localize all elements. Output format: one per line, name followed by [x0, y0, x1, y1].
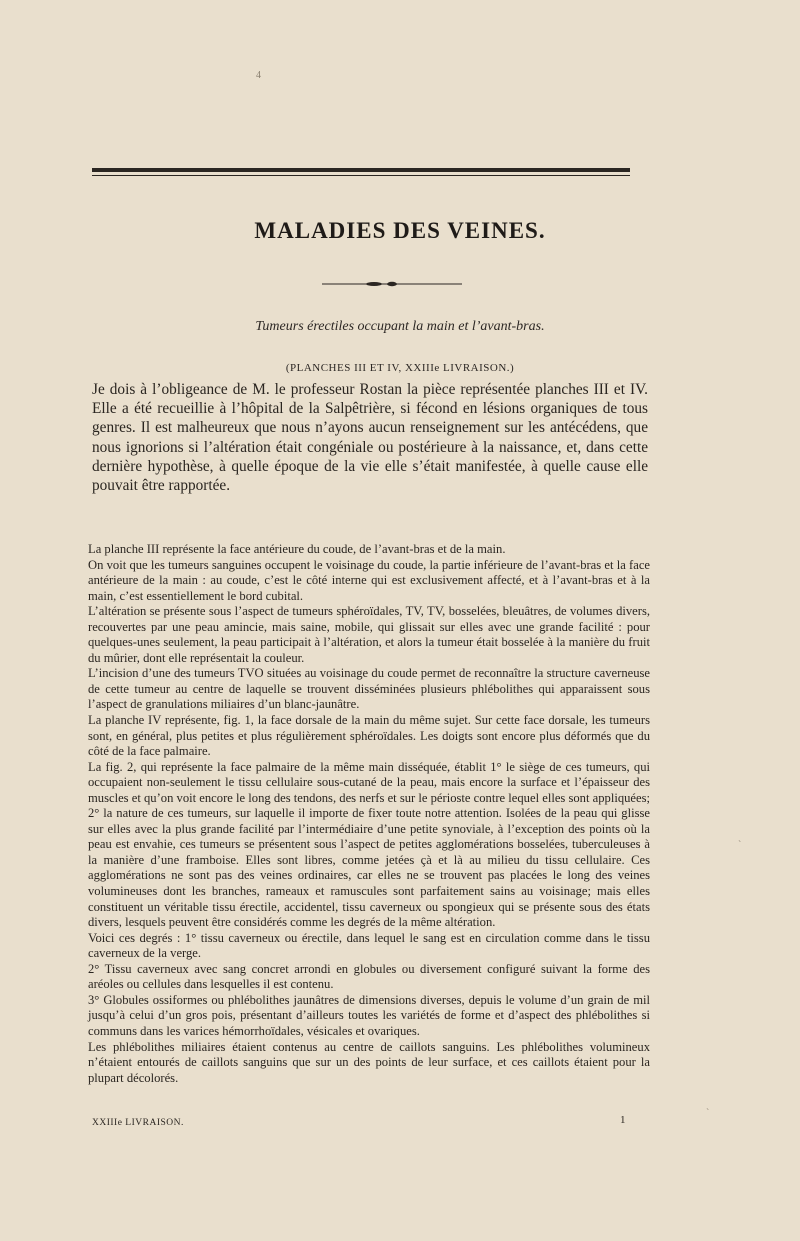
page-mark: 4	[256, 70, 261, 81]
paragraph-2: On voit que les tumeurs sanguines occupent le voisinage du coude, la partie inférieure de l’avant-bras et la face antérieure de la main : au coude, c’est le côté interne qui est exclusivement affecté, et à l’avant-bras et à la main, c’est essentiellement le bord cubital.	[88, 557, 650, 603]
ornament-divider	[322, 281, 462, 287]
paragraph-7: Voici ces degrés : 1° tissu caverneux ou érectile, dans lequel le sang est en circulation comme dans le tissu caverneux de la verge.	[88, 930, 650, 961]
paragraph-4: L’incision d’une des tumeurs TVO situées au voisinage du coude permet de reconnaître la structure caverneuse de cette tumeur au centre de laquelle se trouvent disséminées plusieurs phlébolithes qui apparaissent sous l’aspect de granulations miliaires d’un blanc-jaunâtre.	[88, 666, 650, 712]
paragraph-9: 3° Globules ossiformes ou phlébolithes jaunâtres de dimensions diverses, depuis le volume d’un grain de mil jusqu’à celui d’un gros pois, présentant d’ailleurs toutes les variétés de forme et d’aspect des phlébolithes si communs dans les varices hémorrhoïdales, vésicales et ovariques.	[88, 992, 650, 1038]
paragraph-10: Les phlébolithes miliaires étaient contenus au centre de caillots sanguins. Les phlébolithes volumineux n’étaient entourés de caillots sanguins que sur un des points de leur surface, et ces caillots étaient pour la plupart décolorés.	[88, 1039, 650, 1085]
header-thin-rule	[92, 175, 630, 176]
header-thick-rule	[92, 168, 630, 172]
paragraph-5: La planche IV représente, fig. 1, la face dorsale de la main du même sujet. Sur cette face dorsale, les tumeurs sont, en général, plus petites et plus régulièrement sphéroïdales. Les doigts sont encore plus déformés que du côté de la face palmaire.	[88, 713, 650, 759]
margin-mark: ˋ	[706, 1108, 710, 1119]
page-title: MALADIES DES VEINES.	[254, 218, 546, 243]
paragraph-8: 2° Tissu caverneux avec sang concret arrondi en globules ou diversement configuré suivant la forme des aréoles ou cellules dans lesquelles il est contenu.	[88, 961, 650, 992]
footer-sheet-number: 1	[620, 1114, 626, 1126]
plates-reference: (PLANCHES III ET IV, XXIIIe LIVRAISON.)	[285, 362, 515, 374]
intro-text: Je dois à l’obligeance de M. le professeur Rostan la pièce représentée planches III et IV. Elle a été recueillie à l’hôpital de la Salpêtrière, si fécond en lésions organiques de tous genres. Il est malheureux que nous n’ayons aucun renseignement sur les antécédens, que nous ignorions si l’altération était congéniale ou postérieure à la naissance, et, dans cette dernière hypothèse, à quelle époque de la vie elle s’était manifestée, à quelle cause elle pouvait être rapportée.	[92, 381, 648, 495]
paragraph-1: La planche III représente la face antérieure du coude, de l’avant-bras et de la main.	[88, 542, 506, 556]
body-text	[88, 542, 650, 1086]
margin-mark: ˋ	[738, 840, 742, 851]
intro-paragraph	[92, 380, 648, 495]
paragraph-6: La fig. 2, qui représente la face palmaire de la même main disséquée, établit 1° le siège de ces tumeurs, qui occupaient non-seulement le tissu cellulaire sous-cutané de la peau, mais encore la surface et l’épaisseur des muscles et qu’on voit encore le long des tendons, des nerfs et sur le périoste contre lequel elles sont appliquées; 2° la nature de ces tumeurs, sur laquelle il importe de fixer toute notre attention. Isolées de la peau qui glisse sur elles avec la plus grande facilité par l’intermédiaire d’une petite synoviale, à l’exception des points où la peau est envahie, ces tumeurs se présentent sous l’aspect de petites agglomérations bosselées, tuberculeuses à la manière d’une framboise. Elles sont libres, comme jetées çà et là au milieu du tissu cellulaire. Ces agglomérations ne sont pas des veines ordinaires, car elles ne se trouvent pas placées le long des veines volumineuses dont les branches, rameaux et ramuscules sont parfaitement sains au voisinage; mais elles constituent un véritable tissu érectile, accidentel, tissu caverneux ou spongieux qui se présente sous des états divers, lesquels peuvent être considérés comme les degrés de la même altération.	[88, 759, 650, 930]
subtitle: Tumeurs érectiles occupant la main et l’avant-bras.	[255, 319, 545, 334]
paragraph-3: L’altération se présente sous l’aspect de tumeurs sphéroïdales, TV, TV, bosselées, bleuâtres, de volumes divers, recouvertes par une peau amincie, mais saine, mobile, qui glissait sur elles avec une grande facilité : pour quelques-unes seulement, la peau participait à l’altération, et alors la tumeur était bosselée à la manière du fruit du mûrier, dont elle représentait la couleur.	[88, 604, 650, 665]
footer-signature: XXIIIe LIVRAISON.	[92, 1118, 184, 1128]
